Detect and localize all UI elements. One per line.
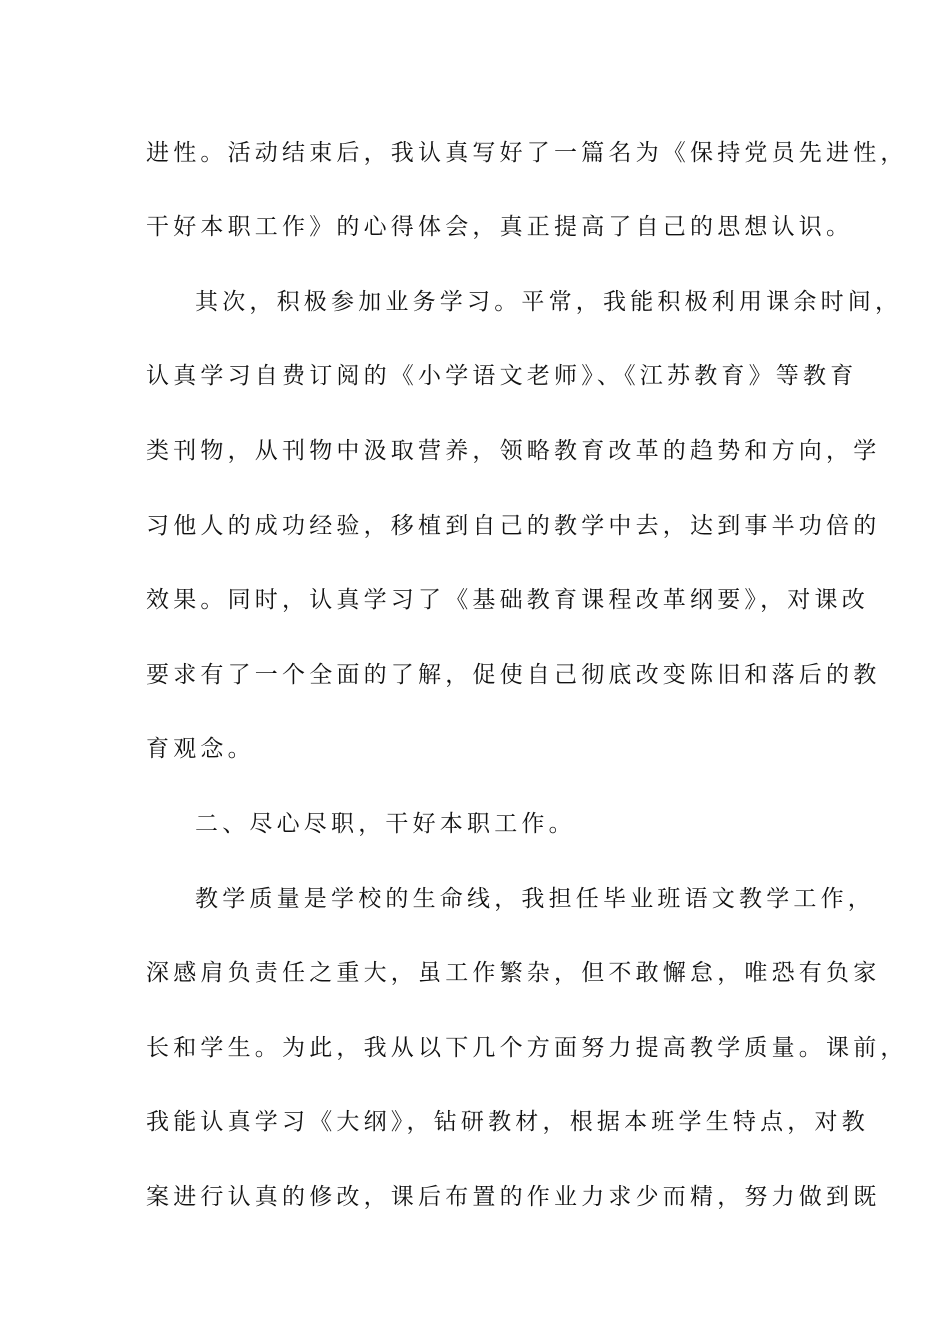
section-heading: 二、尽心尽职，干好本职工作。 [195, 811, 576, 837]
text-line: 长和学生。为此，我从以下几个方面努力提高教学质量。课前， [146, 1035, 908, 1061]
text-line: 要求有了一个全面的了解，促使自己彻底改变陈旧和落后的教 [146, 662, 881, 688]
text-line: 进性。活动结束后，我认真写好了一篇名为《保持党员先进性， [146, 140, 908, 166]
text-line: 习他人的成功经验，移植到自己的教学中去，达到事半功倍的 [146, 513, 881, 539]
text-line: 干好本职工作》的心得体会，真正提高了自己的思想认识。 [146, 214, 854, 240]
text-line: 我能认真学习《大纲》，钻研教材，根据本班学生特点，对教 [146, 1109, 869, 1135]
paragraph-first-line: 教学质量是学校的生命线，我担任毕业班语文教学工作， [195, 886, 875, 912]
text-line: 深感肩负责任之重大，虽工作繁杂，但不敢懈怠，唯恐有负家 [146, 960, 881, 986]
text-line: 认真学习自费订阅的《小学语文老师》、《江苏教育》等教育 [146, 363, 858, 389]
text-line: 效果。同时，认真学习了《基础教育课程改革纲要》，对课改 [146, 587, 869, 613]
paragraph-first-line: 其次，积极参加业务学习。平常，我能积极利用课余时间， [195, 289, 903, 315]
text-line: 育观念。 [146, 736, 255, 762]
text-line: 案进行认真的修改，课后布置的作业力求少而精，努力做到既 [146, 1184, 881, 1210]
text-line: 类刊物，从刊物中汲取营养，领略教育改革的趋势和方向，学 [146, 438, 881, 464]
